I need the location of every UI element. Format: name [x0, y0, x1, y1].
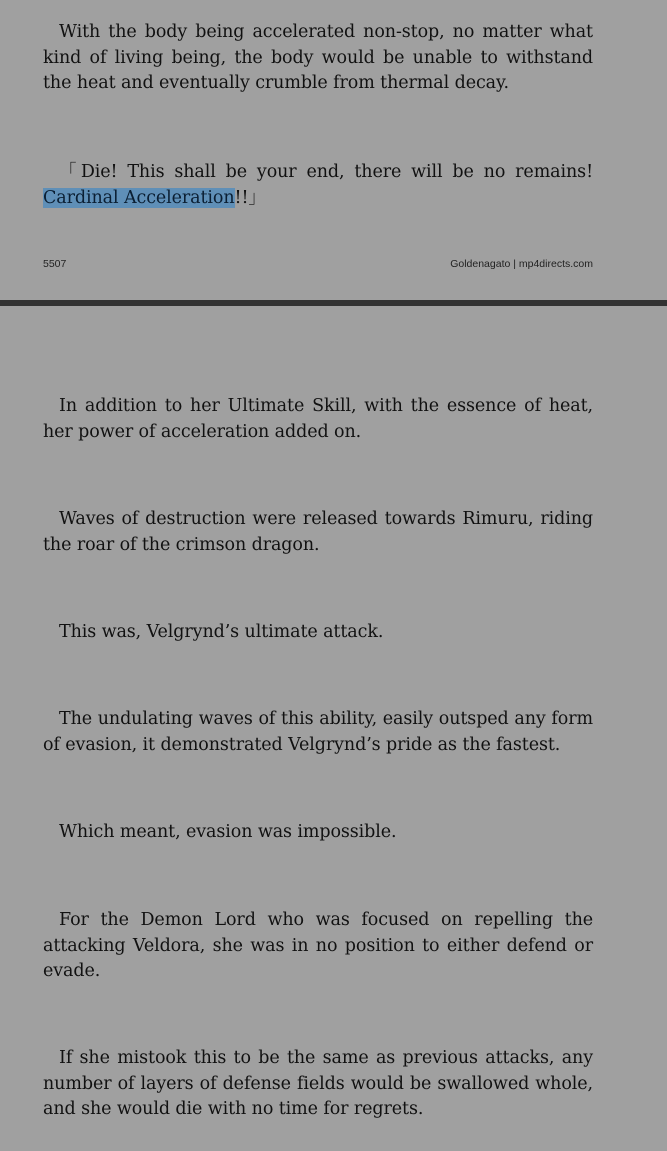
paragraph-ultimate-attack: This was, Velgrynd’s ultimate attack. — [59, 622, 384, 642]
translator-credit: Goldenagato | mp4directs.com — [450, 258, 593, 270]
paragraph-ultimate-skill: In addition to her Ultimate Skill, with the essence of heat, her power of acceleration added on. — [43, 396, 593, 442]
paragraph-evasion-impossible: Which meant, evasion was impossible. — [59, 822, 397, 842]
paragraph-undulating-waves: The undulating waves of this ability, easily outsped any form of evasion, it demonstrated Velgrynd’s pride as the fastest. — [43, 709, 593, 755]
page-footer — [43, 258, 593, 270]
paragraph-previous-attacks: If she mistook this to be the same as previous attacks, any number of layers of defense fields would be swallowed whole, and she would die with no time for regrets. — [43, 1048, 593, 1119]
paragraph-demon-lord: For the Demon Lord who was focused on repelling the attacking Veldora, she was in no position to either defend or evade. — [43, 910, 593, 981]
quote-text-end: !!」 — [234, 187, 266, 208]
paragraph-die-quote — [43, 160, 593, 211]
paragraph-thermal-decay: With the body being accelerated non-stop, no matter what kind of living being, the body would be unable to withstand the heat and eventually crumble from thermal decay. — [43, 22, 593, 93]
paragraph-waves-destruction: Waves of destruction were released towards Rimuru, riding the roar of the crimson dragon. — [43, 509, 593, 555]
quote-text-start: 「Die! This shall be your end, there will be no remains! — [59, 162, 593, 182]
page-number: 5507 — [43, 258, 67, 270]
highlighted-text[interactable]: Cardinal Acceleration — [43, 187, 235, 208]
page-divider — [0, 300, 667, 306]
